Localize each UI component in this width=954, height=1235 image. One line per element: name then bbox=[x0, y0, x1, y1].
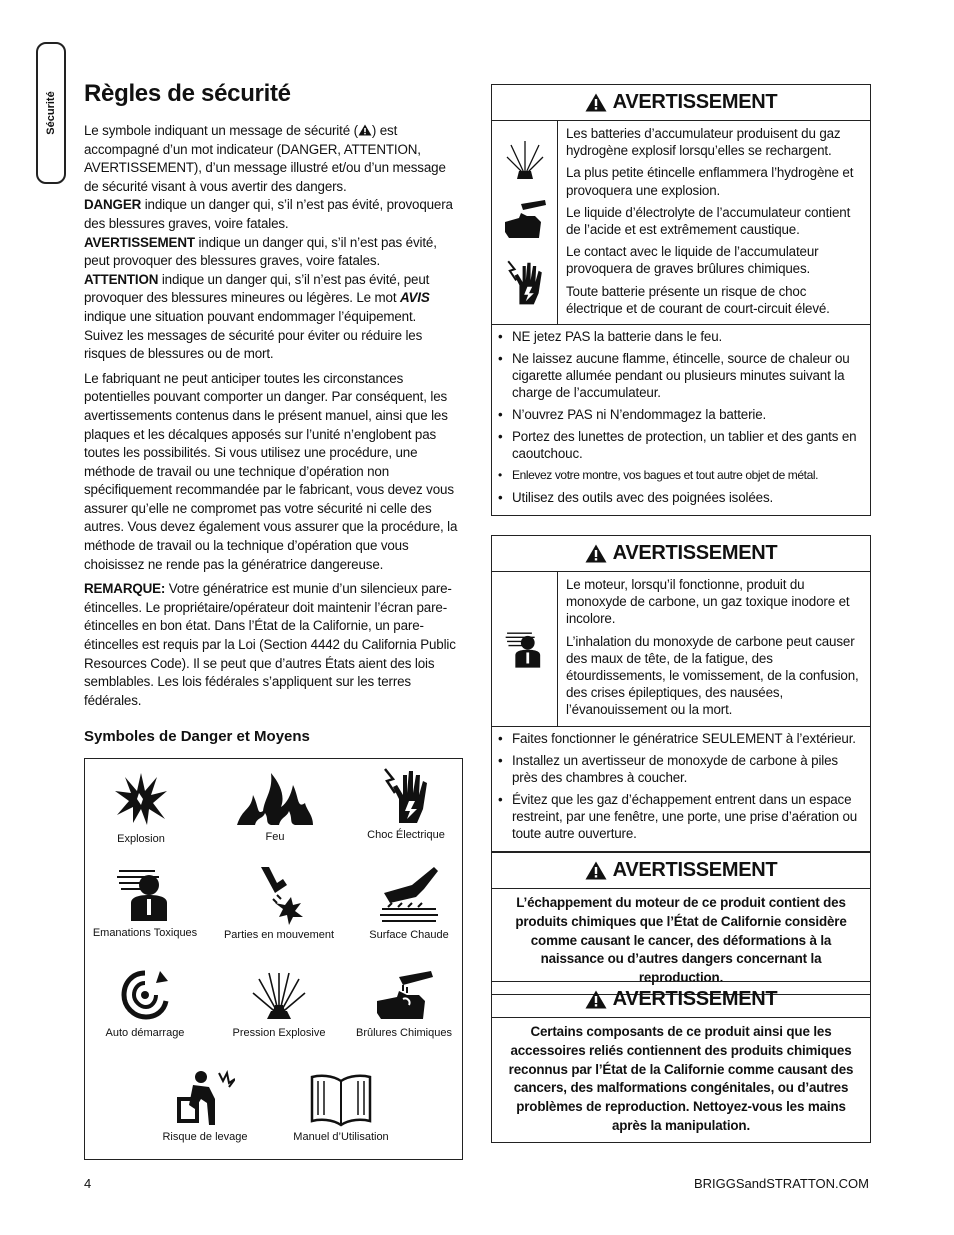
warning-triangle-icon bbox=[585, 544, 607, 563]
avis-text: indique une situation pouvant endommager l’équipement. Suivez les messages de sécurité pour éviter ou réduire les risques de blessures ou de mort. bbox=[84, 308, 423, 362]
exhaust-warning-text: L’échappement du moteur de ce produit contient des produits chimiques que l’État de Californie considère comme causant le cancer, des déformations à la naissance ou d’autres dangers concernant la reproduction. bbox=[515, 895, 847, 986]
symbol-electric-shock bbox=[361, 765, 451, 841]
page-title: Règles de sécurité bbox=[84, 80, 291, 107]
intro-paragraph bbox=[84, 122, 458, 364]
explosive-pressure-icon bbox=[505, 137, 545, 181]
lifting-hazard-icon bbox=[175, 1069, 235, 1127]
components-warning-box bbox=[491, 981, 871, 1143]
symbol-label: Choc Électrique bbox=[367, 829, 445, 841]
bullet-item: • Utilisez des outils avec des poignées isolées. bbox=[498, 489, 864, 506]
warning-text: L’inhalation du monoxyde de carbone peut causer des maux de tête, de la fatigue, des étourdissements, le vomissement, de la confusion, des crises épileptiques, des nausées, l’évanouissement ou la mort. bbox=[566, 633, 859, 718]
bullet-item: • Installez un avertisseur de monoxyde de carbone à piles près des chambres à coucher. bbox=[498, 752, 864, 786]
avertissement-label: AVERTISSEMENT bbox=[84, 234, 195, 250]
symbol-explosive-pressure bbox=[219, 967, 339, 1039]
symbol-label: Pression Explosive bbox=[232, 1027, 326, 1039]
warning-text: Toute batterie présente un risque de choc électrique et de courant de court-circuit élevé. bbox=[566, 283, 830, 316]
bullet-item: • NE jetez PAS la batterie dans le feu. bbox=[498, 328, 864, 345]
fire-icon bbox=[235, 767, 315, 827]
symbol-manual bbox=[281, 1071, 401, 1143]
chemical-burn-icon bbox=[373, 967, 435, 1023]
warning-word: AVERTISSEMENT bbox=[612, 91, 778, 113]
explosive-pressure-icon bbox=[249, 967, 309, 1023]
symbol-auto-start bbox=[103, 967, 187, 1039]
warning-triangle-icon bbox=[585, 990, 607, 1009]
symbol-label: Auto démarrage bbox=[105, 1027, 185, 1039]
bullet-item: • Évitez que les gaz d’échappement entrent dans un espace restreint, par une fenêtre, une porte, une prise d’aération ou toute autre ouverture. bbox=[498, 791, 864, 842]
intro-text-a: Le symbole indiquant un message de sécurité ( bbox=[84, 123, 358, 138]
symbol-label: Feu bbox=[265, 831, 285, 843]
warning-text: La plus petite étincelle enflammera l’hydrogène et provoquera une explosion. bbox=[566, 165, 854, 198]
warning-text: Le liquide d’électrolyte de l’accumulateur contient de l’acide et est extrêmement caustique. bbox=[566, 204, 851, 238]
avertissement-text: indique un danger qui, s’il n’est pas évité, peut provoquer des blessures graves, voire fatales. bbox=[84, 234, 437, 269]
symbol-lifting-hazard bbox=[155, 1069, 255, 1143]
section-tab bbox=[36, 42, 66, 184]
co-warning-box bbox=[491, 535, 871, 852]
warning-detail bbox=[492, 572, 870, 727]
danger-label: DANGER bbox=[84, 197, 142, 213]
explosion-icon bbox=[111, 769, 171, 829]
symbol-toxic-fumes bbox=[91, 865, 199, 939]
symbol-explosion bbox=[99, 769, 183, 845]
remarque-label: REMARQUE: bbox=[84, 581, 166, 597]
battery-warning-box bbox=[491, 84, 871, 516]
warning-header bbox=[492, 85, 870, 121]
hazard-symbols-box bbox=[84, 758, 463, 1160]
warning-header bbox=[492, 536, 870, 572]
warning-word: AVERTISSEMENT bbox=[612, 542, 778, 564]
liability-paragraph: Le fabriquant ne peut anticiper toutes les circonstances potentielles pouvant comporter un danger. Par conséquent, les avertissements contenus dans le présent manuel, ainsi que les plaques et les décalques apposés sur l’unité n’englobent pas toutes les possibilités. Si vous utilisez une procédure, une méthode de travail ou une technique d’opération non spécifiquement recommandée par le fabricant, vous devez vous assurer qu’elle ne compromet pas votre sécurité ni celle des autres. Vous devez également vous assurer que la procédure, la méthode de travail ou la technique d’opération que vous choisissez ne rende pas la génératrice dangereuse. bbox=[84, 370, 458, 572]
attention-label: ATTENTION bbox=[84, 271, 159, 287]
chemical-burn-icon bbox=[503, 198, 547, 240]
warning-icons bbox=[492, 121, 558, 324]
warning-icons bbox=[492, 572, 558, 726]
remarque-text: Votre génératrice est munie d’un silencieux pare-étincelles. Le propriétaire/opérateur doit maintenir l’écran pare-étincelles en bon état. Dans l’État de la Californie, un pare-étincelles est requis par la Loi (Section 4442 du California Public Resources Code). Il se peut que d’autres États aient des lois semblables. Les lois fédérales s’appliquent sur les terres fédérales. bbox=[84, 581, 456, 708]
warning-bullets bbox=[492, 727, 870, 851]
attention-text: indique un danger qui, s’il n’est pas évité, peut provoquer des blessures mineures ou légères. Le mot bbox=[84, 271, 430, 306]
symbol-label: Surface Chaude bbox=[369, 929, 449, 941]
danger-text: indique un danger qui, s’il n’est pas évité, provoquera des blessures graves, voire fatales. bbox=[84, 197, 453, 231]
symbol-label: Brûlures Chimiques bbox=[356, 1027, 452, 1039]
warning-header bbox=[492, 982, 870, 1018]
warning-texts bbox=[558, 121, 870, 324]
warning-word: AVERTISSEMENT bbox=[612, 859, 778, 881]
bullet-item: • Faites fonctionner le génératrice SEULEMENT à l’extérieur. bbox=[498, 730, 864, 747]
auto-start-icon bbox=[118, 967, 172, 1023]
warning-header bbox=[492, 853, 870, 889]
left-column bbox=[84, 80, 458, 747]
exhaust-warning-box bbox=[491, 852, 871, 995]
warning-triangle-icon bbox=[585, 93, 607, 112]
symbol-fire bbox=[225, 767, 325, 843]
symbol-chemical-burn bbox=[349, 967, 459, 1039]
toxic-fumes-icon bbox=[115, 865, 175, 923]
components-warning-text: Certains composants de ce produit ainsi que les accessoires reliés contiennent des produits chimiques reconnus par l’État de la Californie comme causant des cancers, des malformations congénitales, ou d’autres problèmes de reproduction. Nettoyez-vous les mains après la manipulation. bbox=[508, 1024, 854, 1133]
warning-triangle-icon bbox=[358, 124, 372, 136]
warning-text: Le moteur, lorsqu’il fonctionne, produit du monoxyde de carbone, un gaz toxique inodore et incolore. bbox=[566, 577, 850, 627]
symbol-hot-surface bbox=[361, 863, 457, 941]
warning-texts bbox=[558, 572, 870, 726]
symbol-moving-parts bbox=[219, 863, 339, 941]
warning-bullets bbox=[492, 325, 870, 515]
symbol-label: Manuel d’Utilisation bbox=[293, 1131, 389, 1143]
bullet-item: • N’ouvrez PAS ni N’endommagez la batterie. bbox=[498, 406, 864, 423]
bullet-item: • Enlevez votre montre, vos bagues et tout autre objet de métal. bbox=[498, 467, 864, 484]
remarque-paragraph bbox=[84, 580, 458, 710]
hot-surface-icon bbox=[376, 863, 442, 925]
warning-text: Les batteries d’accumulateur produisent du gaz hydrogène explosif lorsqu’elles se rechargent. bbox=[566, 126, 841, 159]
symbol-label: Explosion bbox=[117, 833, 165, 845]
symbol-label: Parties en mouvement bbox=[223, 929, 335, 941]
electric-shock-icon bbox=[505, 256, 545, 308]
toxic-fumes-icon bbox=[502, 629, 548, 669]
intro-text-b: ) est accompagné d’un mot indicateur (DANGER, ATTENTION, AVERTISSEMENT), d’un message illustré et/ou d’un message de sécurité visant à vous avertir des dangers. bbox=[84, 123, 446, 194]
electric-shock-icon bbox=[381, 765, 431, 825]
warning-text: Le contact avec le liquide de l’accumulateur provoquera de graves brûlures chimiques. bbox=[566, 244, 819, 277]
page-number: 4 bbox=[84, 1176, 92, 1191]
symbols-heading: Symboles de Danger et Moyens bbox=[84, 728, 310, 746]
warning-word: AVERTISSEMENT bbox=[612, 988, 778, 1010]
section-tab-label: Sécurité bbox=[45, 91, 57, 135]
warning-detail bbox=[492, 121, 870, 325]
website-link[interactable]: BRIGGSandSTRATTON.COM bbox=[693, 1176, 869, 1191]
symbol-label: Risque de levage bbox=[162, 1131, 248, 1143]
warning-triangle-icon bbox=[585, 861, 607, 880]
symbol-label: Emanations Toxiques bbox=[92, 927, 198, 939]
bullet-item: • Portez des lunettes de protection, un tablier et des gants en caoutchouc. bbox=[498, 428, 864, 462]
avis-label: AVIS bbox=[399, 290, 430, 306]
manual-icon bbox=[306, 1071, 376, 1127]
bullet-item: • Ne laissez aucune flamme, étincelle, source de chaleur ou cigarette allumée pendant ou plusieurs minutes suivant la charge de l’accumulateur. bbox=[498, 350, 864, 401]
moving-parts-icon bbox=[249, 863, 309, 925]
